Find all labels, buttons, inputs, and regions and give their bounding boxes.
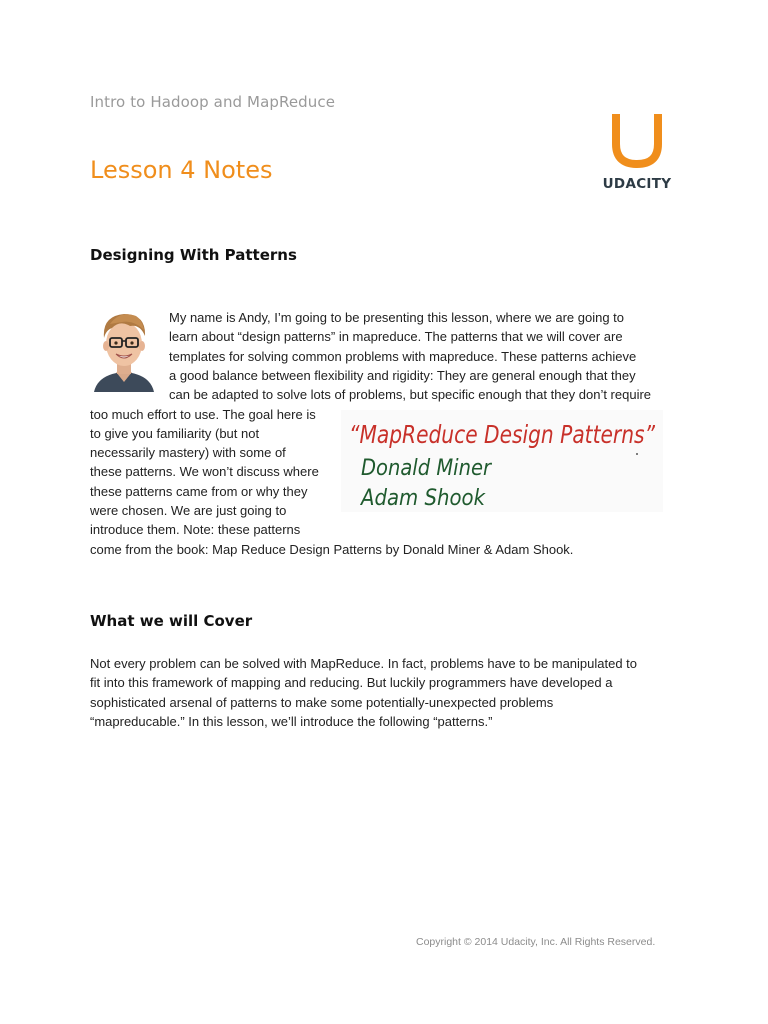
text-line: necessarily mastery) with some of bbox=[90, 445, 286, 461]
text-line: a good balance between flexibility and rigidity: They are general enough that they bbox=[169, 367, 636, 383]
book-author-1: Donald Miner bbox=[361, 456, 493, 481]
book-title-image bbox=[341, 410, 663, 512]
copyright: Copyright © 2014 Udacity, Inc. All Rights Reserved. bbox=[416, 936, 656, 948]
text-line: introduce them. Note: these patterns bbox=[90, 522, 301, 538]
text-line: these patterns came from or why they bbox=[90, 483, 308, 499]
text-line: sophisticated arsenal of patterns to make some potentially-unexpected problems bbox=[90, 694, 554, 710]
udacity-u-icon bbox=[610, 110, 664, 170]
text-line: these patterns. We won’t discuss where bbox=[90, 464, 319, 480]
text-line: My name is Andy, I’m going to be presenting this lesson, where we are going to bbox=[169, 310, 625, 325]
text-line: too much effort to use. The goal here is bbox=[90, 406, 316, 422]
section-heading-designing: Designing With Patterns bbox=[90, 246, 297, 264]
text-line: learn about “design patterns” in mapreduce. The patterns that we will cover are bbox=[169, 329, 623, 345]
lesson-title: Lesson 4 Notes bbox=[90, 156, 273, 184]
intro-text-top bbox=[169, 308, 651, 404]
avatar bbox=[90, 308, 158, 392]
section-heading-cover: What we will Cover bbox=[90, 612, 253, 630]
text-line: come from the book: Map Reduce Design Patterns by Donald Miner & Adam Shook. bbox=[90, 541, 574, 557]
course-title: Intro to Hadoop and MapReduce bbox=[90, 93, 336, 111]
text-line: Not every problem can be solved with MapReduce. In fact, problems have to be manipulated to bbox=[90, 656, 638, 671]
text-line: can be adapted to solve lots of problems, but specific enough that they don’t require bbox=[169, 387, 652, 403]
book-title: “MapReduce Design Patterns” bbox=[349, 420, 656, 449]
udacity-logo bbox=[598, 110, 676, 196]
book-author-2: Adam Shook bbox=[359, 486, 487, 511]
cover-text bbox=[90, 654, 637, 731]
text-line: to give you familiarity (but not bbox=[90, 425, 260, 441]
text-line: templates for solving common problems with mapreduce. These patterns achieve bbox=[169, 348, 637, 364]
text-line: fit into this framework of mapping and reducing. But luckily programmers have developed a bbox=[90, 675, 613, 691]
text-line: were chosen. We are just going to bbox=[90, 502, 287, 518]
text-line: “mapreducable.” In this lesson, we’ll introduce the following “patterns.” bbox=[90, 713, 493, 729]
udacity-wordmark: UDACITY bbox=[602, 176, 672, 192]
